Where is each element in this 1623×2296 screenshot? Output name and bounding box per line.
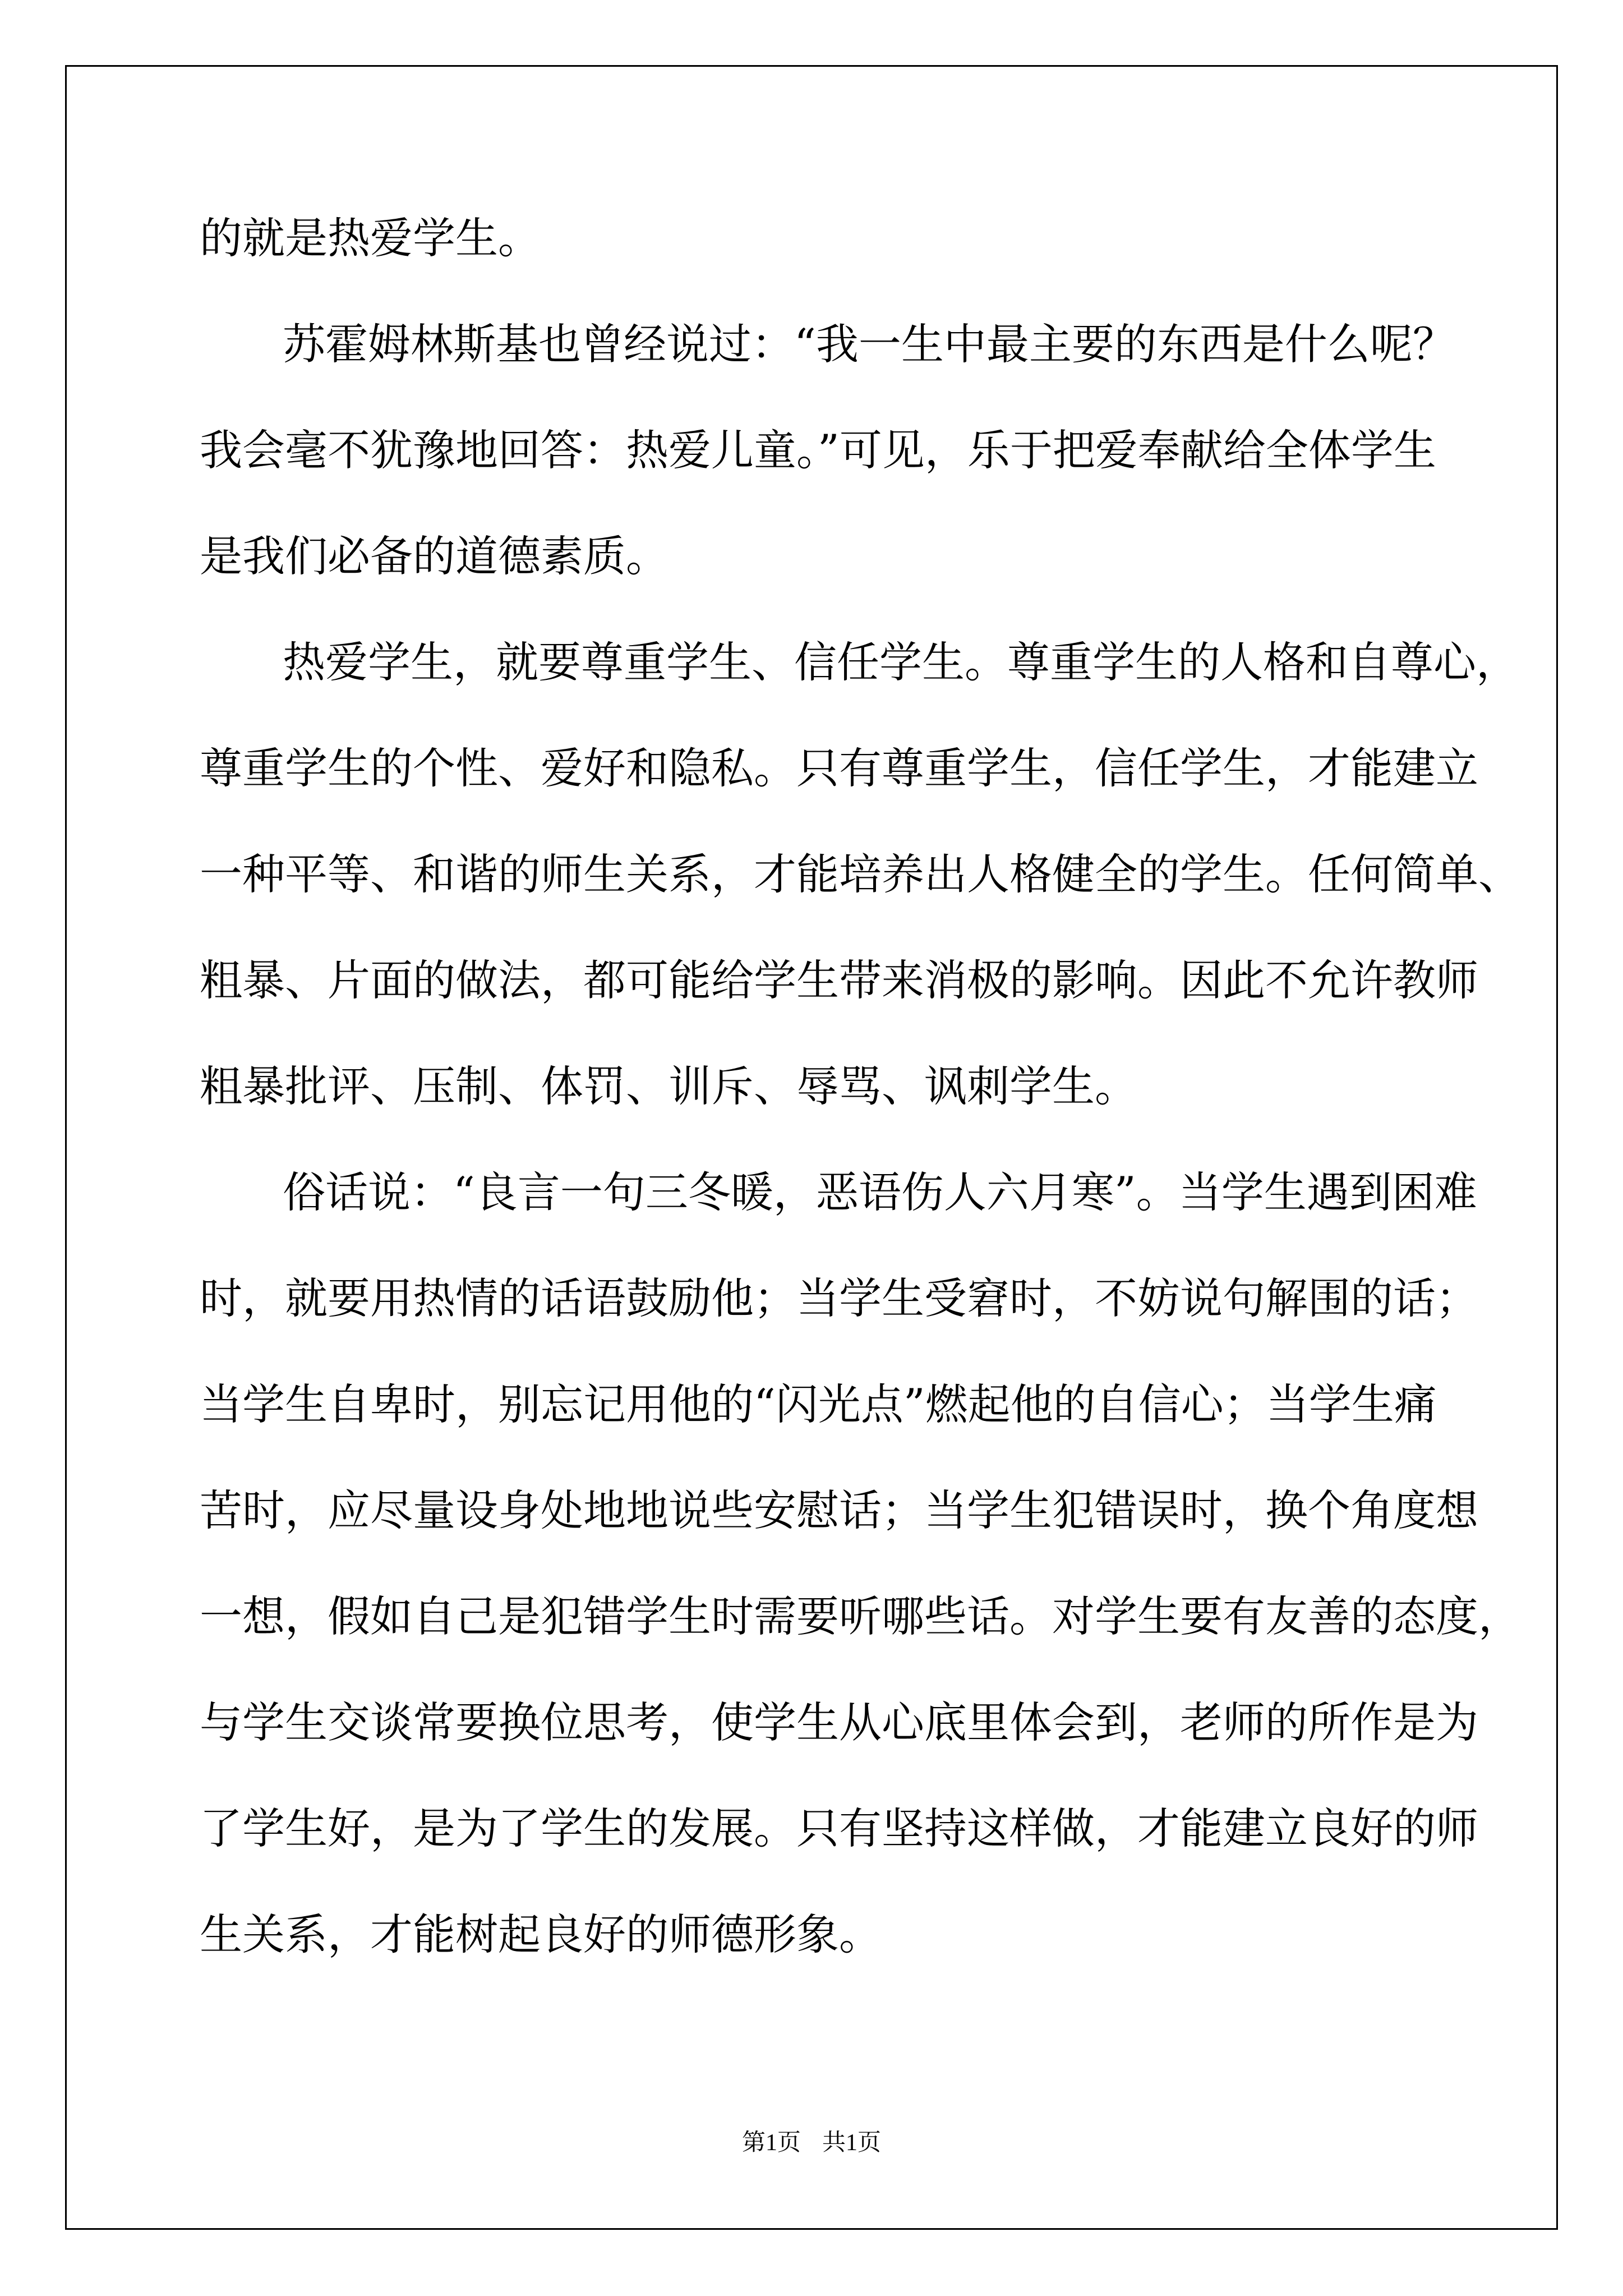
text-line: 粗暴批评、压制、体罚、训斥、辱骂、讽刺学生。 — [200, 1061, 1137, 1111]
text-line: 苦时，应尽量设身处地地说些安慰话；当学生犯错误时，换个角度想 — [200, 1485, 1478, 1535]
text-line: 生关系，才能树起良好的师德形象。 — [200, 1910, 882, 1959]
page-footer — [0, 2126, 1623, 2160]
text-line: 是我们必备的道德素质。 — [200, 531, 668, 581]
paragraph-start-line: 苏霍姆林斯基也曾经说过：“我一生中最主要的东西是什么呢？ — [283, 319, 1455, 369]
text-line: 我会毫不犹豫地回答：热爱儿童。”可见，乐于把爱奉献给全体学生 — [200, 425, 1436, 475]
text-line: 一想，假如自己是犯错学生时需要听哪些话。对学生要有友善的态度， — [200, 1591, 1521, 1641]
text-line: 尊重学生的个性、爱好和隐私。只有尊重学生，信任学生，才能建立 — [200, 743, 1478, 793]
paragraph-start-line: 热爱学生，就要尊重学生、信任学生。尊重学生的人格和自尊心， — [283, 637, 1519, 687]
text-line: 一种平等、和谐的师生关系，才能培养出人格健全的学生。任何简单、 — [200, 849, 1521, 899]
text-line: 了学生好，是为了学生的发展。只有坚持这样做，才能建立良好的师 — [200, 1803, 1478, 1853]
paragraph-start-line: 俗话说：“良言一句三冬暖，恶语伤人六月寒”。当学生遇到困难 — [283, 1167, 1477, 1217]
page-number: 第1页 — [741, 2130, 801, 2156]
text-line: 与学生交谈常要换位思考，使学生从心底里体会到，老师的所作是为 — [200, 1697, 1478, 1747]
page-total: 共1页 — [822, 2130, 882, 2156]
text-line: 当学生自卑时，别忘记用他的“闪光点”燃起他的自信心；当学生痛 — [200, 1379, 1437, 1429]
text-line: 的就是热爱学生。 — [200, 213, 541, 263]
text-line: 时，就要用热情的话语鼓励他；当学生受窘时，不妨说句解围的话； — [200, 1273, 1478, 1323]
text-line: 粗暴、片面的做法，都可能给学生带来消极的影响。因此不允许教师 — [200, 955, 1478, 1005]
